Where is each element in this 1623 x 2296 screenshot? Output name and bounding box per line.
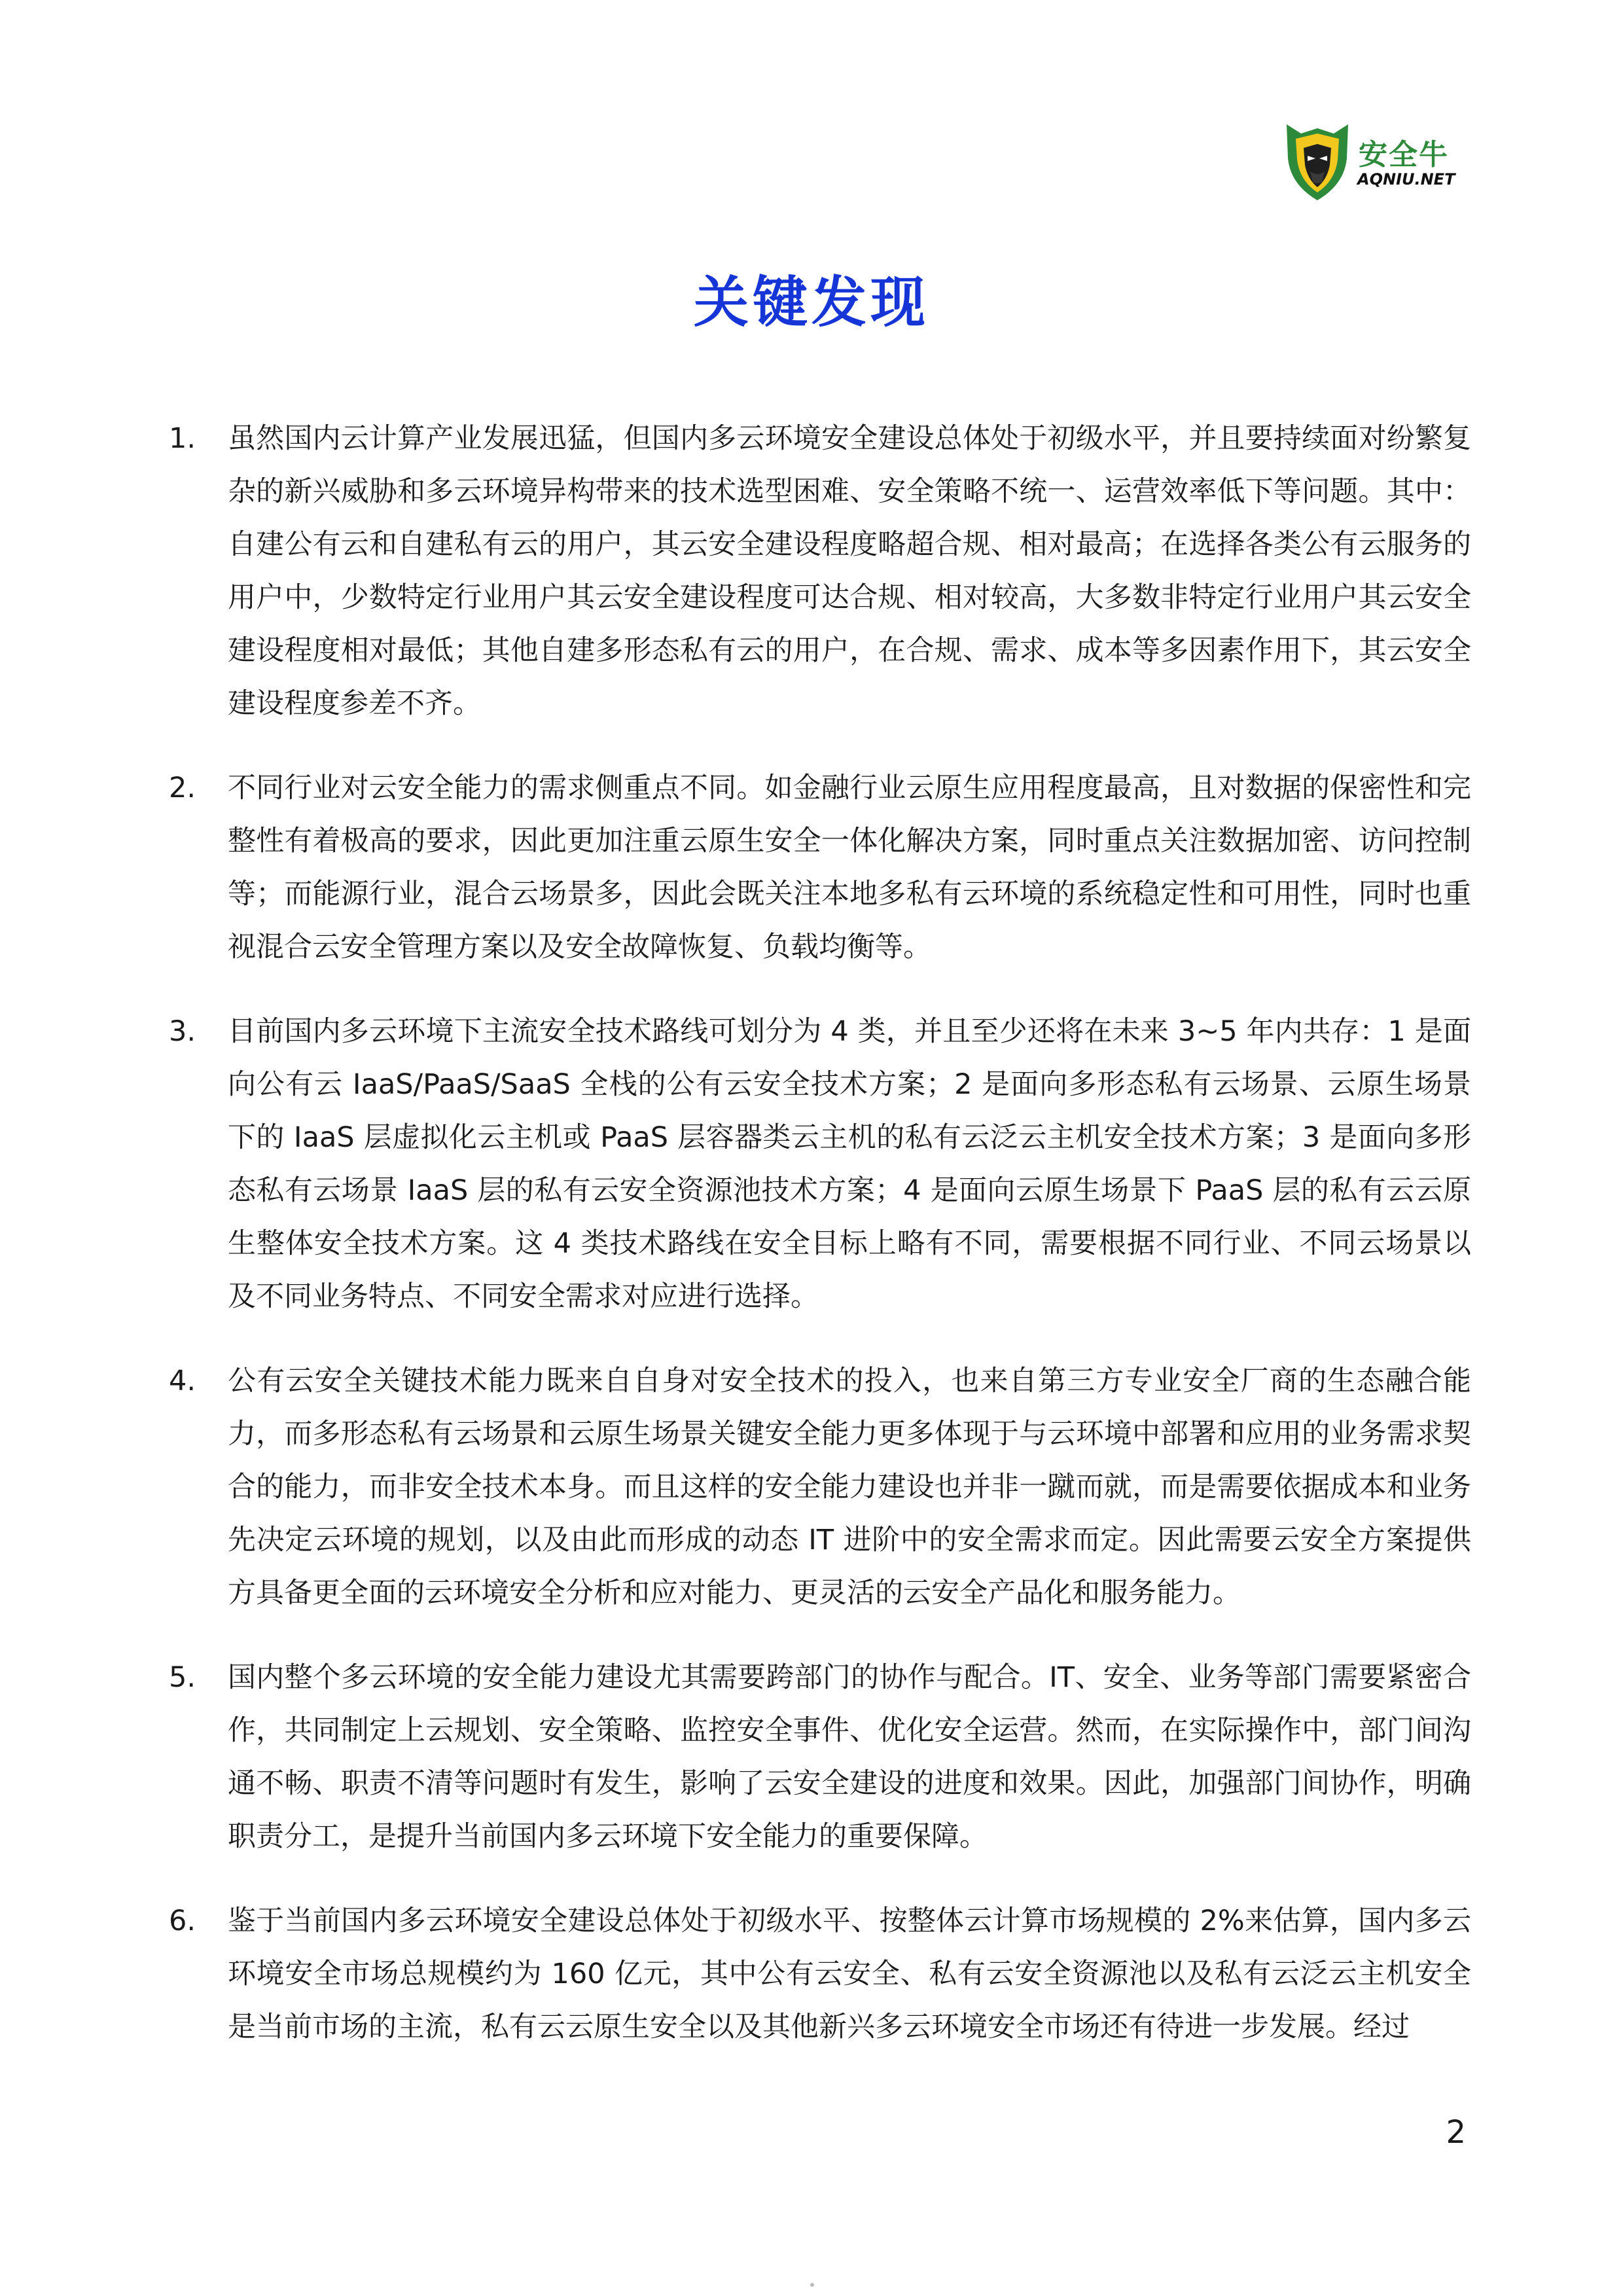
finding-number: 5. [169,1661,196,1694]
logo-text-cn: 安全牛 [1359,138,1449,171]
finding-text: 鉴于当前国内多云环境安全建设总体处于初级水平、按整体云计算市场规模的 2%来估算，国内多云环境安全市场总规模约为 160 亿元，其中公有云安全、私有云安全资源池以及私有云泛云主机安全是当前市场的主流，私有云云原生安全以及其他新兴多云环境安全市场还有待进一步发展。经过 [228,1905,1471,2043]
logo-text-en: AQNIU.NET [1357,170,1455,188]
page-number: 2 [1446,2114,1466,2151]
finding-text: 公有云安全关键技术能力既来自自身对安全技术的投入，也来自第三方专业安全厂商的生态融合能力，而多形态私有云场景和云原生场景关键安全能力更多体现于与云环境中部署和应用的业务需求契合的能力，而非安全技术本身。而且这样的安全能力建设也并非一蹴而就，而是需要依据成本和业务先决定云环境的规划，以及由此而形成的动态 IT 进阶中的安全需求而定。因此需要云安全方案提供方具备更全面的云环境安全分析和应对能力、更灵活的云安全产品化和服务能力。 [228,1365,1471,1609]
finding-number: 4. [169,1365,196,1397]
findings-list [169,412,1471,2085]
finding-number: 1. [169,422,196,455]
footer-dot [810,2283,814,2287]
finding-number: 3. [169,1015,196,1048]
finding-text: 虽然国内云计算产业发展迅猛，但国内多云环境安全建设总体处于初级水平，并且要持续面对纷繁复杂的新兴威胁和多云环境异构带来的技术选型困难、安全策略不统一、运营效率低下等问题。其中：自建公有云和自建私有云的用户，其云安全建设程度略超合规、相对最高；在选择各类公有云服务的用户中，少数特定行业用户其云安全建设程度可达合规、相对较高，大多数非特定行业用户其云安全建设程度相对最低；其他自建多形态私有云的用户，在合规、需求、成本等多因素作用下，其云安全建设程度参差不齐。 [228,422,1471,720]
logo [1275,113,1471,211]
finding-item-6 [169,1895,1471,2054]
bull-logo-icon [1281,119,1353,204]
finding-item-1 [169,412,1471,730]
finding-text: 目前国内多云环境下主流安全技术路线可划分为 4 类，并且至少还将在未来 3~5 年内共存：1 是面向公有云 IaaS/PaaS/SaaS 全栈的公有云安全技术方案；2 是面向多形态私有云场景、云原生场景下的 IaaS 层虚拟化云主机或 PaaS 层容器类云主机的私有云泛云主机安全技术方案；3 是面向多形态私有云场景 IaaS 层的私有云安全资源池技术方案；4 是面向云原生场景下 PaaS 层的私有云云原生整体安全技术方案。这 4 类技术路线在安全目标上略有不同，需要根据不同行业、不同云场景以及不同业务特点、不同安全需求对应进行选择。 [228,1015,1471,1313]
finding-text: 国内整个多云环境的安全能力建设尤其需要跨部门的协作与配合。IT、安全、业务等部门需要紧密合作，共同制定上云规划、安全策略、监控安全事件、优化安全运营。然而，在实际操作中，部门间沟通不畅、职责不清等问题时有发生，影响了云安全建设的进度和效果。因此，加强部门间协作，明确职责分工，是提升当前国内多云环境下安全能力的重要保障。 [228,1661,1471,1853]
page-title: 关键发现 [693,270,929,334]
finding-item-3 [169,1005,1471,1323]
finding-number: 6. [169,1905,196,1937]
finding-item-2 [169,762,1471,974]
finding-item-5 [169,1651,1471,1863]
finding-number: 2. [169,772,196,804]
finding-text: 不同行业对云安全能力的需求侧重点不同。如金融行业云原生应用程度最高，且对数据的保密性和完整性有着极高的要求，因此更加注重云原生安全一体化解决方案，同时重点关注数据加密、访问控制等；而能源行业，混合云场景多，因此会既关注本地多私有云环境的系统稳定性和可用性，同时也重视混合云安全管理方案以及安全故障恢复、负载均衡等。 [228,772,1471,963]
finding-item-4 [169,1355,1471,1620]
